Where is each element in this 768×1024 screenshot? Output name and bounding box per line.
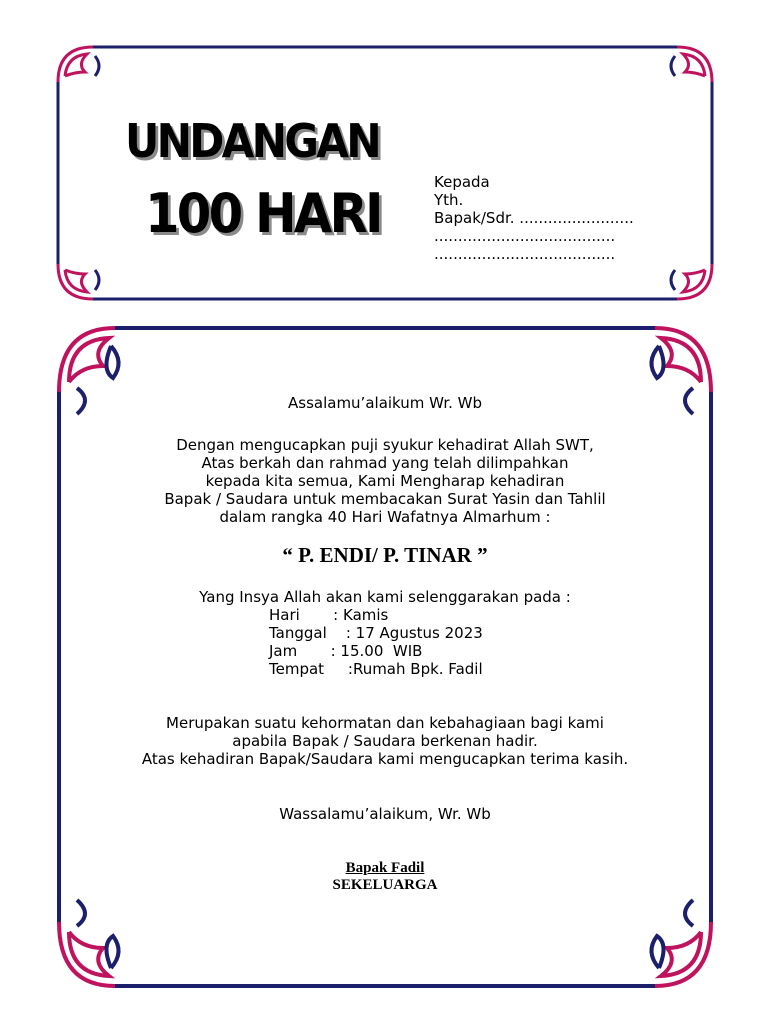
closing-line: Merupakan suatu kehormatan dan kebahagiaan bagi kami [166, 714, 604, 732]
deceased-names: “ P. ENDI/ P. TINAR ” [282, 543, 488, 567]
body-line: Dengan mengucapkan puji syukur kehadirat Allah SWT, [176, 436, 594, 454]
schedule-time: Jam : 15.00 WIB [269, 642, 423, 660]
closing-line: apabila Bapak / Saudara berkenan hadir. [232, 732, 538, 750]
signer-family: SEKELUARGA [332, 877, 438, 893]
invitation-header-card [55, 42, 715, 304]
body-line: Bapak / Saudara untuk membacakan Surat Yasin dan Tahlil [164, 490, 606, 508]
greeting: Assalamu’alaikum Wr. Wb [288, 394, 482, 412]
invitation-title: UNDANGAN [125, 114, 379, 168]
invitation-subtitle: 100 HARI [145, 182, 381, 245]
address-yth: Yth. [434, 191, 464, 209]
signer-name: Bapak Fadil [345, 860, 425, 876]
schedule-intro: Yang Insya Allah akan kami selenggarakan pada : [199, 588, 571, 606]
body-line: dalam rangka 40 Hari Wafatnya Almarhum : [219, 508, 551, 526]
header-border [55, 42, 715, 304]
schedule-date: Tanggal : 17 Agustus 2023 [269, 624, 483, 642]
address-name-line: Bapak/Sdr. ........................ [434, 209, 634, 227]
address-to: Kepada [434, 173, 490, 191]
schedule-day: Hari : Kamis [269, 606, 389, 624]
closing-line: Atas kehadiran Bapak/Saudara kami mengucapkan terima kasih. [141, 750, 629, 768]
address-line-2: ...................................... [434, 227, 616, 245]
schedule-place: Tempat :Rumah Bpk. Fadil [269, 660, 483, 678]
body-line: kepada kita semua, Kami Mengharap kehadiran [205, 472, 565, 490]
address-line-3: ...................................... [434, 245, 616, 263]
body-line: Atas berkah dan rahmad yang telah dilimpahkan [201, 454, 569, 472]
farewell: Wassalamu’alaikum, Wr. Wb [279, 805, 491, 823]
invitation-letter-card [55, 322, 715, 992]
